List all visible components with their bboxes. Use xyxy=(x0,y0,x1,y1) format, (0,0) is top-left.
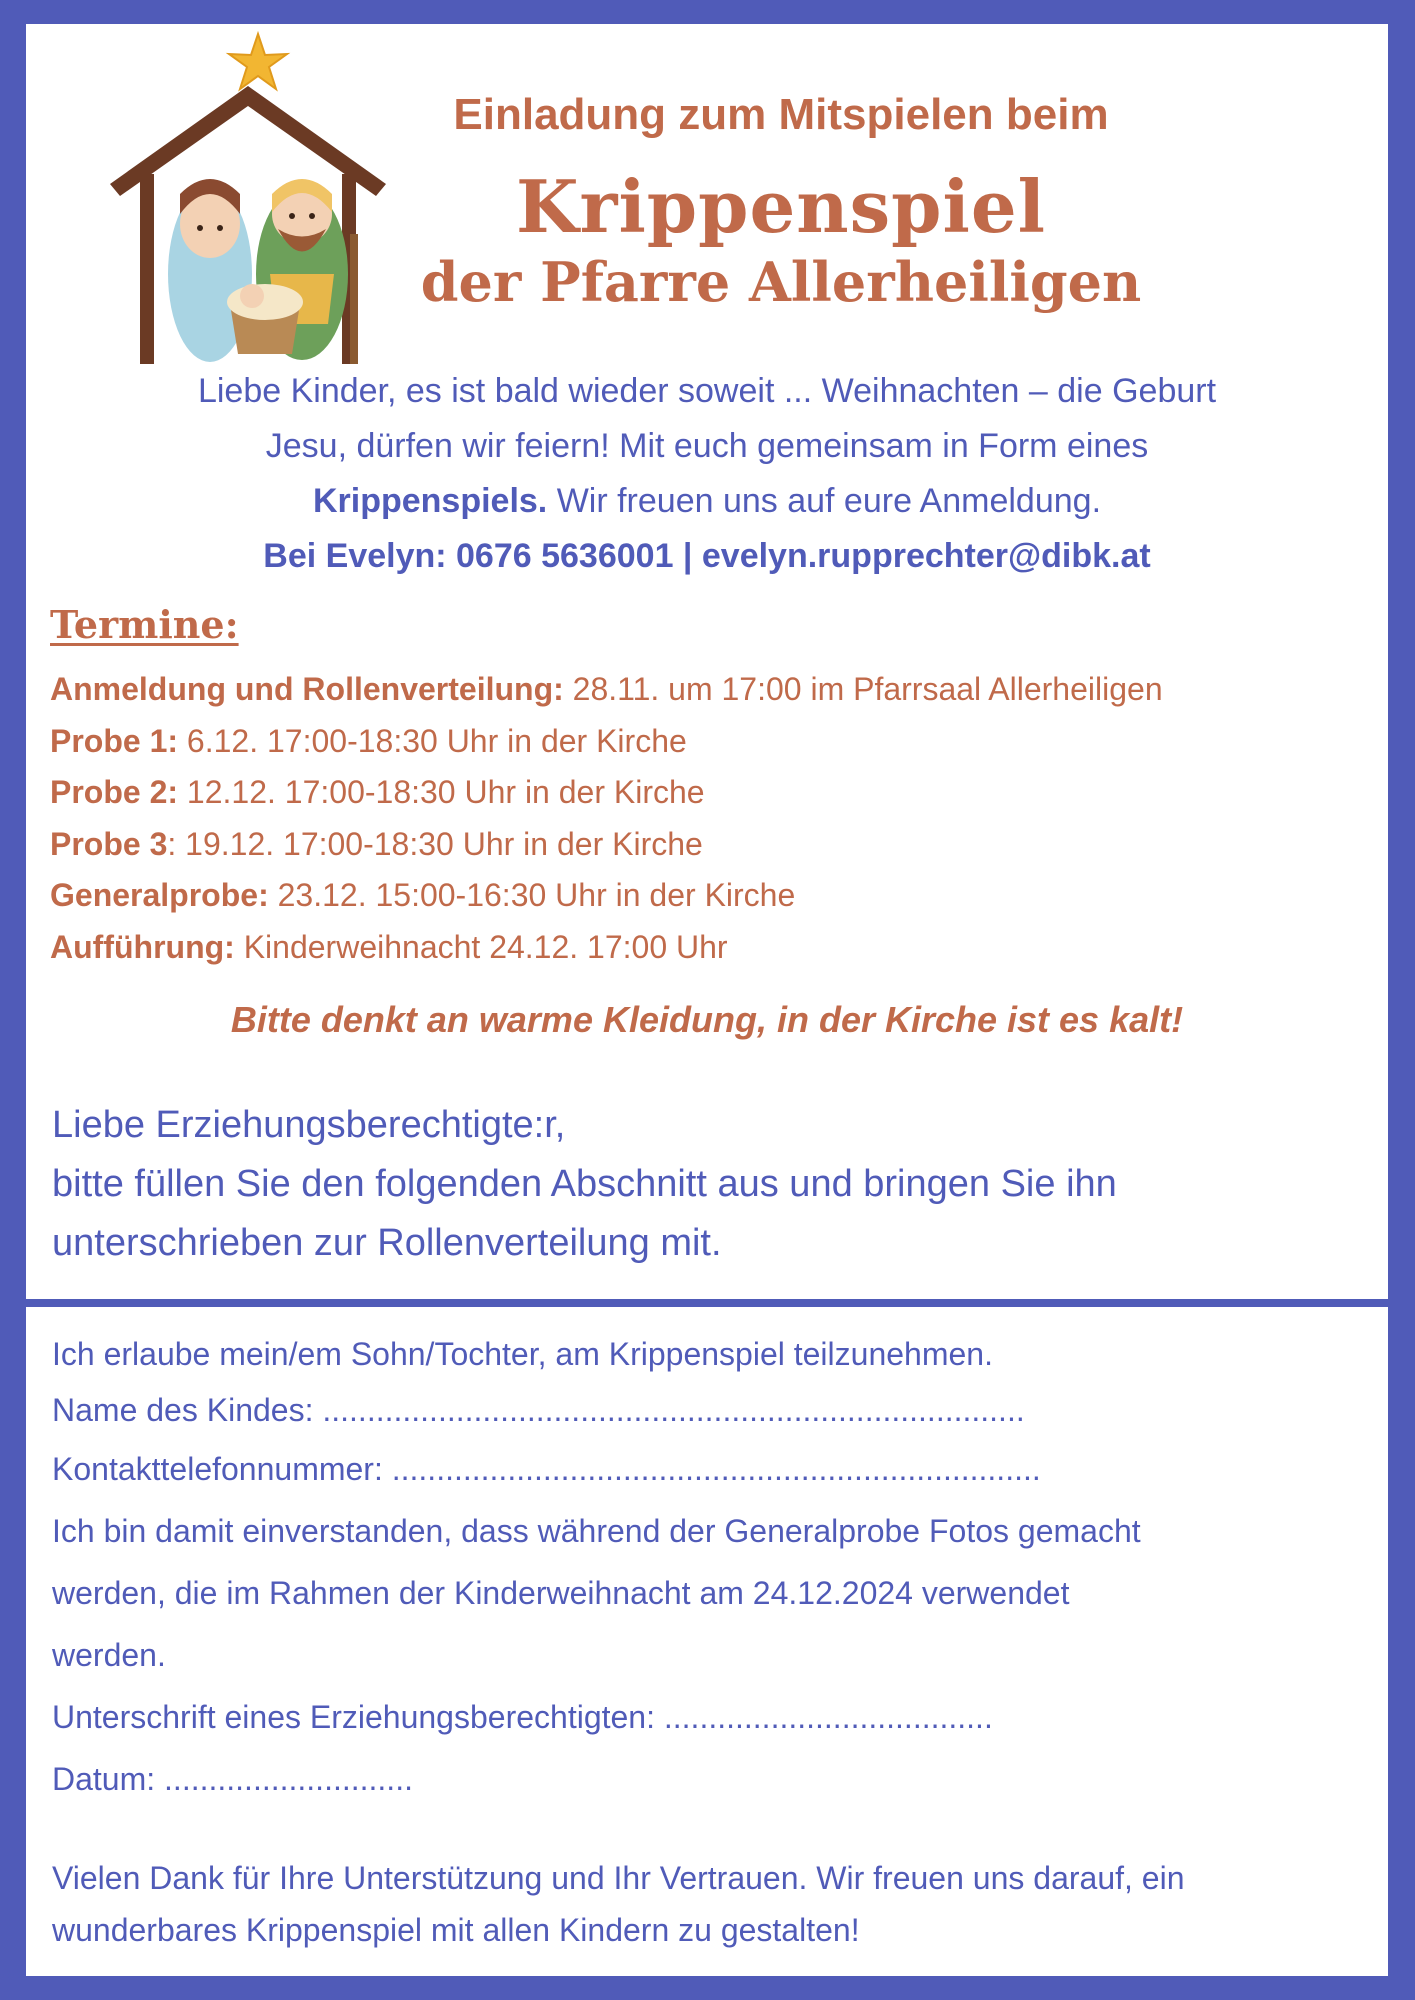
termin-label: Generalprobe: xyxy=(50,877,269,913)
termin-text: : 19.12. 17:00-18:30 Uhr in der Kirche xyxy=(167,825,703,862)
warm-clothing-notice: Bitte denkt an warme Kleidung, in der Kirche ist es kalt! xyxy=(230,999,1184,1040)
photo-consent-line: werden, die im Rahmen der Kinderweihnacht am 24.12.2024 verwendet xyxy=(52,1575,1070,1611)
termin-label: Probe 3 xyxy=(50,825,168,862)
termin-label: Probe 1: xyxy=(50,722,179,759)
termin-label: Probe 2: xyxy=(50,774,179,810)
invitation-sheet xyxy=(26,24,1388,1976)
thanks-line: wunderbares Krippenspiel mit allen Kindern zu gestalten! xyxy=(52,1912,860,1948)
page-subtitle: der Pfarre Allerheiligen xyxy=(420,250,1142,314)
termine-list xyxy=(50,664,1350,973)
invitation-heading: Einladung zum Mitspielen beim xyxy=(453,90,1109,139)
termin-text: 23.12. 15:00-16:30 Uhr in der Kirche xyxy=(268,877,796,913)
intro-line: Jesu, dürfen wir feiern! Mit euch gemeinsam in Form eines xyxy=(265,427,1149,465)
thanks-line: Vielen Dank für Ihre Unterstützung und Ihr Vertrauen. Wir freuen uns darauf, ein xyxy=(52,1860,1185,1896)
permission-statement: Ich erlaube mein/em Sohn/Tochter, am Krippenspiel teilzunehmen. xyxy=(52,1336,993,1372)
page-title: Krippenspiel xyxy=(515,164,1047,249)
intro-text xyxy=(66,364,1348,584)
termine-heading: Termine: xyxy=(50,602,239,647)
parents-line: unterschrieben zur Rollenverteilung mit. xyxy=(52,1222,722,1264)
intro-bold-word: Krippenspiels. xyxy=(312,482,548,520)
date-field[interactable]: Datum: ............................ xyxy=(52,1761,413,1797)
termin-item xyxy=(50,716,1350,768)
contact-line xyxy=(66,529,1348,584)
termin-label: Aufführung: xyxy=(50,928,235,965)
termin-text: 12.12. 17:00-18:30 Uhr in der Kirche xyxy=(178,774,705,810)
termin-text: Kinderweihnacht 24.12. 17:00 Uhr xyxy=(234,928,728,965)
termin-text: 6.12. 17:00-18:30 Uhr in der Kirche xyxy=(178,722,687,759)
parents-note xyxy=(52,1096,1352,1273)
termin-item xyxy=(50,922,1350,974)
parents-line: bitte füllen Sie den folgenden Abschnitt aus und bringen Sie ihn xyxy=(52,1163,1117,1205)
termin-item xyxy=(50,767,1350,819)
parents-line: Liebe Erziehungsberechtigte:r, xyxy=(52,1104,566,1146)
termin-label: Anmeldung und Rollenverteilung: xyxy=(50,671,564,707)
termin-text: 28.11. um 17:00 im Pfarrsaal Allerheiligen xyxy=(563,671,1163,707)
thank-you-note xyxy=(52,1852,1362,1956)
photo-consent-line: Ich bin damit einverstanden, dass während der Generalprobe Fotos gemacht xyxy=(52,1513,1141,1549)
section-divider xyxy=(26,1299,1388,1307)
contact-info: Bei Evelyn: 0676 5636001 | evelyn.rupprechter@dibk.at xyxy=(263,537,1151,575)
termin-item xyxy=(50,870,1350,922)
termin-item xyxy=(50,664,1350,716)
intro-line-rest: Wir freuen uns auf eure Anmeldung. xyxy=(547,482,1102,520)
intro-line: Liebe Kinder, es ist bald wieder soweit ... Weihnachten – die Geburt xyxy=(197,372,1217,410)
child-name-field[interactable]: Name des Kindes: ............................................................................... xyxy=(52,1392,1025,1428)
photo-consent-line: werden. xyxy=(52,1637,166,1673)
phone-field[interactable]: Kontakttelefonnummer: ......................................................................... xyxy=(52,1451,1041,1487)
intro-line xyxy=(66,474,1348,529)
termin-item xyxy=(50,819,1350,871)
consent-form xyxy=(52,1326,1362,1810)
signature-field[interactable]: Unterschrift eines Erziehungsberechtigten: ..................................... xyxy=(52,1699,993,1735)
